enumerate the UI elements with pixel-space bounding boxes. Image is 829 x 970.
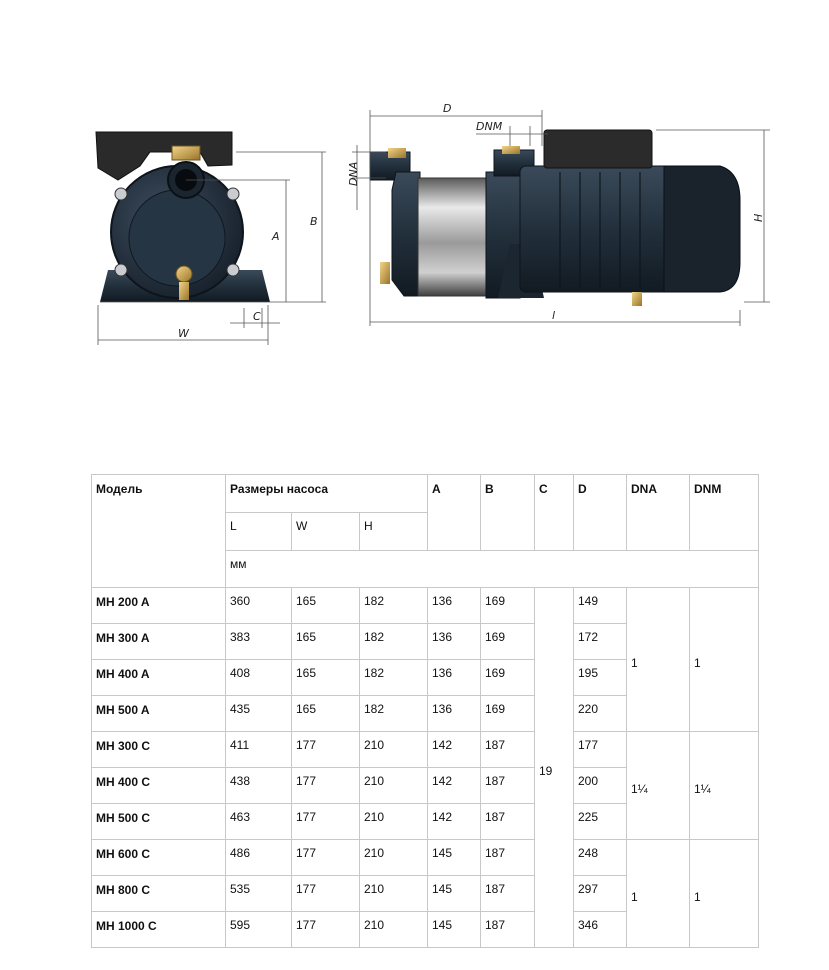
dim-label-l: l	[552, 309, 556, 322]
dim-label-w: W	[178, 327, 189, 340]
cell-b: 187	[481, 732, 535, 768]
cell-w: 177	[292, 912, 360, 948]
cell-w: 165	[292, 624, 360, 660]
front-view	[96, 132, 326, 345]
cell-a: 145	[428, 840, 481, 876]
cell-h: 182	[360, 660, 428, 696]
cell-a: 142	[428, 768, 481, 804]
col-header-w: W	[292, 513, 360, 551]
cell-w: 177	[292, 732, 360, 768]
cell-h: 210	[360, 768, 428, 804]
side-view	[347, 102, 770, 326]
cell-a: 136	[428, 624, 481, 660]
table-row	[92, 588, 759, 624]
dim-label-dnm: DNM	[476, 120, 503, 133]
cell-d: 177	[574, 732, 627, 768]
cell-w: 177	[292, 804, 360, 840]
cell-c-merged: 19	[535, 588, 574, 948]
cell-w: 177	[292, 768, 360, 804]
cell-model: MH 500 C	[92, 804, 226, 840]
cell-a: 136	[428, 660, 481, 696]
col-header-d: D	[574, 475, 627, 551]
cell-d: 220	[574, 696, 627, 732]
cell-h: 210	[360, 804, 428, 840]
cell-h: 182	[360, 696, 428, 732]
cell-d: 195	[574, 660, 627, 696]
cell-h: 210	[360, 732, 428, 768]
dim-label-b: B	[310, 215, 318, 228]
cell-d: 346	[574, 912, 627, 948]
col-header-model: Модель	[92, 475, 226, 588]
col-header-a: A	[428, 475, 481, 551]
cell-d: 149	[574, 588, 627, 624]
cell-dnm-group-1: 1	[690, 588, 759, 732]
cell-l: 383	[226, 624, 292, 660]
cell-a: 145	[428, 912, 481, 948]
cell-a: 142	[428, 732, 481, 768]
cell-b: 187	[481, 876, 535, 912]
col-header-dimensions: Размеры насоса	[226, 475, 428, 513]
cell-dnm-group-3: 1	[690, 840, 759, 948]
cell-h: 210	[360, 912, 428, 948]
cell-w: 177	[292, 840, 360, 876]
dim-label-a: A	[272, 230, 280, 243]
pump-dimensions-table	[91, 474, 759, 948]
cell-l: 408	[226, 660, 292, 696]
cell-b: 169	[481, 588, 535, 624]
cell-b: 187	[481, 768, 535, 804]
cell-a: 136	[428, 696, 481, 732]
cell-b: 169	[481, 660, 535, 696]
cell-h: 182	[360, 624, 428, 660]
cell-dna-group-1: 1	[627, 588, 690, 732]
dim-label-c: C	[253, 310, 261, 323]
cell-l: 411	[226, 732, 292, 768]
cell-b: 187	[481, 912, 535, 948]
col-header-c: C	[535, 475, 574, 551]
cell-l: 486	[226, 840, 292, 876]
unit-label: мм	[226, 551, 759, 588]
cell-w: 165	[292, 696, 360, 732]
cell-dna-group-2: 1¼	[627, 732, 690, 840]
cell-h: 182	[360, 588, 428, 624]
col-header-dnm: DNM	[690, 475, 759, 551]
col-header-h: H	[360, 513, 428, 551]
dim-label-h: H	[752, 213, 765, 222]
cell-d: 248	[574, 840, 627, 876]
cell-model: MH 800 C	[92, 876, 226, 912]
cell-model: MH 300 C	[92, 732, 226, 768]
cell-model: MH 300 A	[92, 624, 226, 660]
cell-l: 438	[226, 768, 292, 804]
cell-d: 200	[574, 768, 627, 804]
cell-model: MH 400 A	[92, 660, 226, 696]
cell-w: 165	[292, 660, 360, 696]
cell-a: 136	[428, 588, 481, 624]
col-header-dna: DNA	[627, 475, 690, 551]
cell-d: 297	[574, 876, 627, 912]
cell-b: 187	[481, 804, 535, 840]
cell-l: 435	[226, 696, 292, 732]
cell-l: 535	[226, 876, 292, 912]
cell-d: 172	[574, 624, 627, 660]
cell-h: 210	[360, 840, 428, 876]
pump-dimension-drawing	[0, 0, 829, 420]
cell-dnm-group-2: 1¼	[690, 732, 759, 840]
dim-label-d: D	[443, 102, 452, 115]
cell-model: MH 500 A	[92, 696, 226, 732]
cell-model: MH 1000 C	[92, 912, 226, 948]
col-header-b: B	[481, 475, 535, 551]
cell-d: 225	[574, 804, 627, 840]
table-row	[92, 732, 759, 768]
dim-label-dna: DNA	[347, 161, 360, 186]
table-row	[92, 840, 759, 876]
cell-l: 595	[226, 912, 292, 948]
cell-model: MH 200 A	[92, 588, 226, 624]
cell-w: 177	[292, 876, 360, 912]
cell-l: 463	[226, 804, 292, 840]
cell-w: 165	[292, 588, 360, 624]
cell-b: 169	[481, 624, 535, 660]
col-header-l: L	[226, 513, 292, 551]
cell-l: 360	[226, 588, 292, 624]
cell-dna-group-3: 1	[627, 840, 690, 948]
cell-model: MH 400 C	[92, 768, 226, 804]
cell-b: 187	[481, 840, 535, 876]
cell-h: 210	[360, 876, 428, 912]
cell-model: MH 600 C	[92, 840, 226, 876]
cell-a: 142	[428, 804, 481, 840]
cell-a: 145	[428, 876, 481, 912]
cell-b: 169	[481, 696, 535, 732]
